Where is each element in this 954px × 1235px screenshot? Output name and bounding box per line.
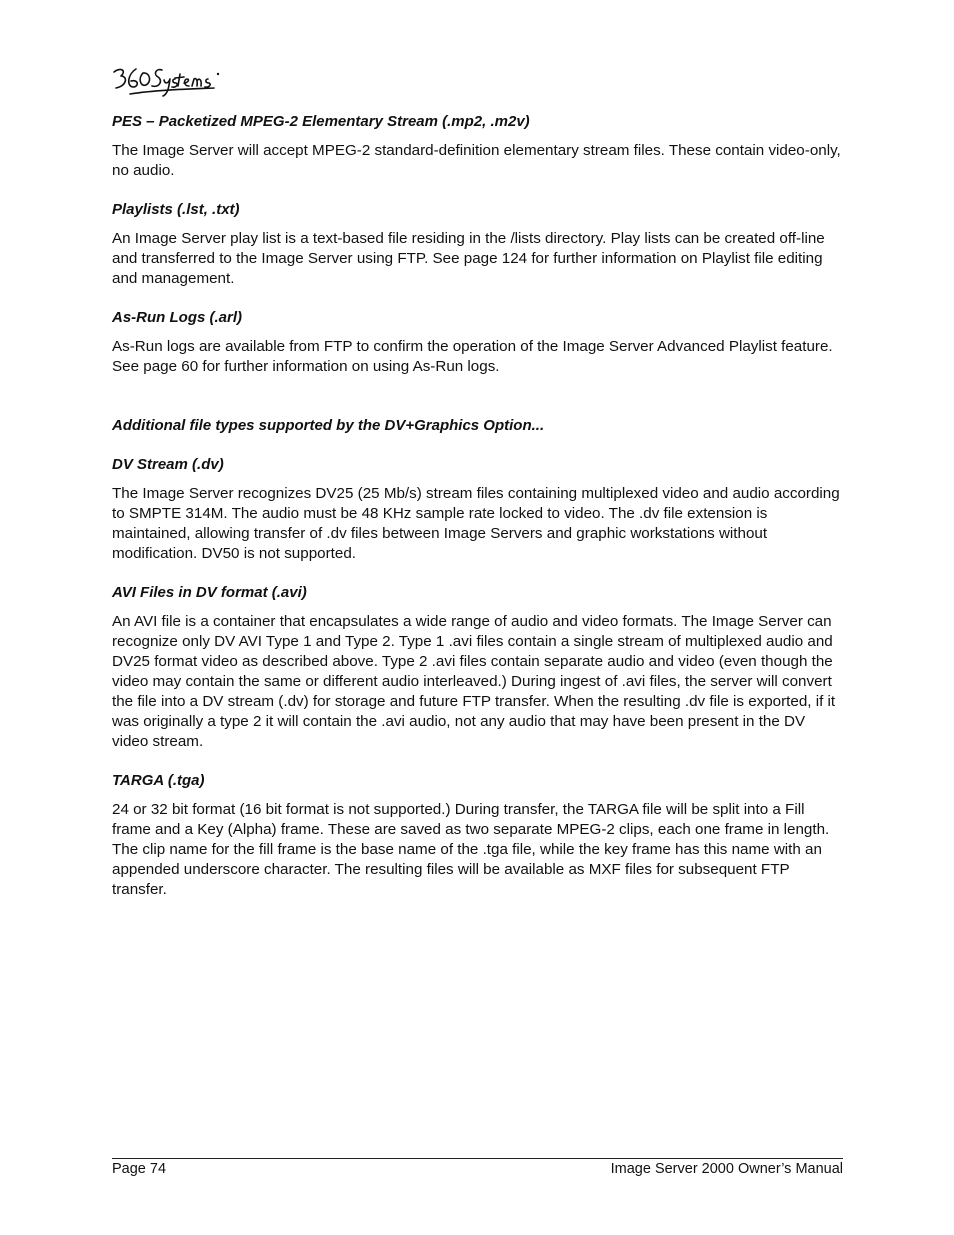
section-heading-dv-stream: DV Stream (.dv) <box>112 456 224 473</box>
footer-page-number: Page 74 <box>112 1161 167 1177</box>
option-heading: Additional file types supported by the DV+Graphics Option... <box>112 417 545 434</box>
footer-divider <box>112 1158 843 1159</box>
section-body-targa: 24 or 32 bit format (16 bit format is not supported.) During transfer, the TARGA file will be split into a Fill frame and a Key (Alpha) frame. These are saved as two separate MPEG-2 clips, each one frame in length. The clip name for the fill frame is the base name of the .tga file, while the key frame has this name with an appended underscore character. The resulting files will be available as MXF files for subsequent FTP transfer. <box>112 801 830 898</box>
360-systems-logo <box>110 64 228 100</box>
section-heading-playlists: Playlists (.lst, .txt) <box>112 201 240 218</box>
section-body-asrun: As-Run logs are available from FTP to confirm the operation of the Image Server Advanced Playlist feature. See page 60 for further information on using As-Run logs. <box>112 338 833 375</box>
section-body-pes: The Image Server will accept MPEG-2 standard-definition elementary stream files. These contain video-only, no audio. <box>112 142 841 179</box>
main-content <box>112 112 844 900</box>
footer-manual-title: Image Server 2000 Owner’s Manual <box>610 1161 843 1177</box>
section-heading-avi: AVI Files in DV format (.avi) <box>112 584 307 601</box>
section-heading-asrun: As-Run Logs (.arl) <box>112 309 242 326</box>
section-heading-targa: TARGA (.tga) <box>112 772 205 789</box>
section-body-avi: An AVI file is a container that encapsulates a wide range of audio and video formats. The Image Server can recognize only DV AVI Type 1 and Type 2. Type 1 .avi files contain a single stream of multiplexed audio and DV25 format video as described above. Type 2 .avi files contain separate audio and video (even though the video may contain the same or different audio interleaved.) During ingest of .avi files, the server will convert the file into a DV stream (.dv) for storage and future FTP transfer. When the resulting .dv file is exported, if it was originally a type 2 it will contain the .avi audio, not any audio that may have been present in the DV video stream. <box>112 613 836 750</box>
section-body-playlists: An Image Server play list is a text-based file residing in the /lists directory. Play lists can be created off-line and transferred to the Image Server using FTP. See page 124 for further information on Playlist file editing and management. <box>112 230 825 287</box>
section-heading-pes: PES – Packetized MPEG-2 Elementary Stream (.mp2, .m2v) <box>112 113 530 130</box>
section-body-dv-stream: The Image Server recognizes DV25 (25 Mb/s) stream files containing multiplexed video and audio according to SMPTE 314M. The audio must be 48 KHz sample rate locked to video. The .dv file extension is maintained, allowing transfer of .dv files between Image Servers and graphic workstations without modification. DV50 is not supported. <box>112 485 840 562</box>
